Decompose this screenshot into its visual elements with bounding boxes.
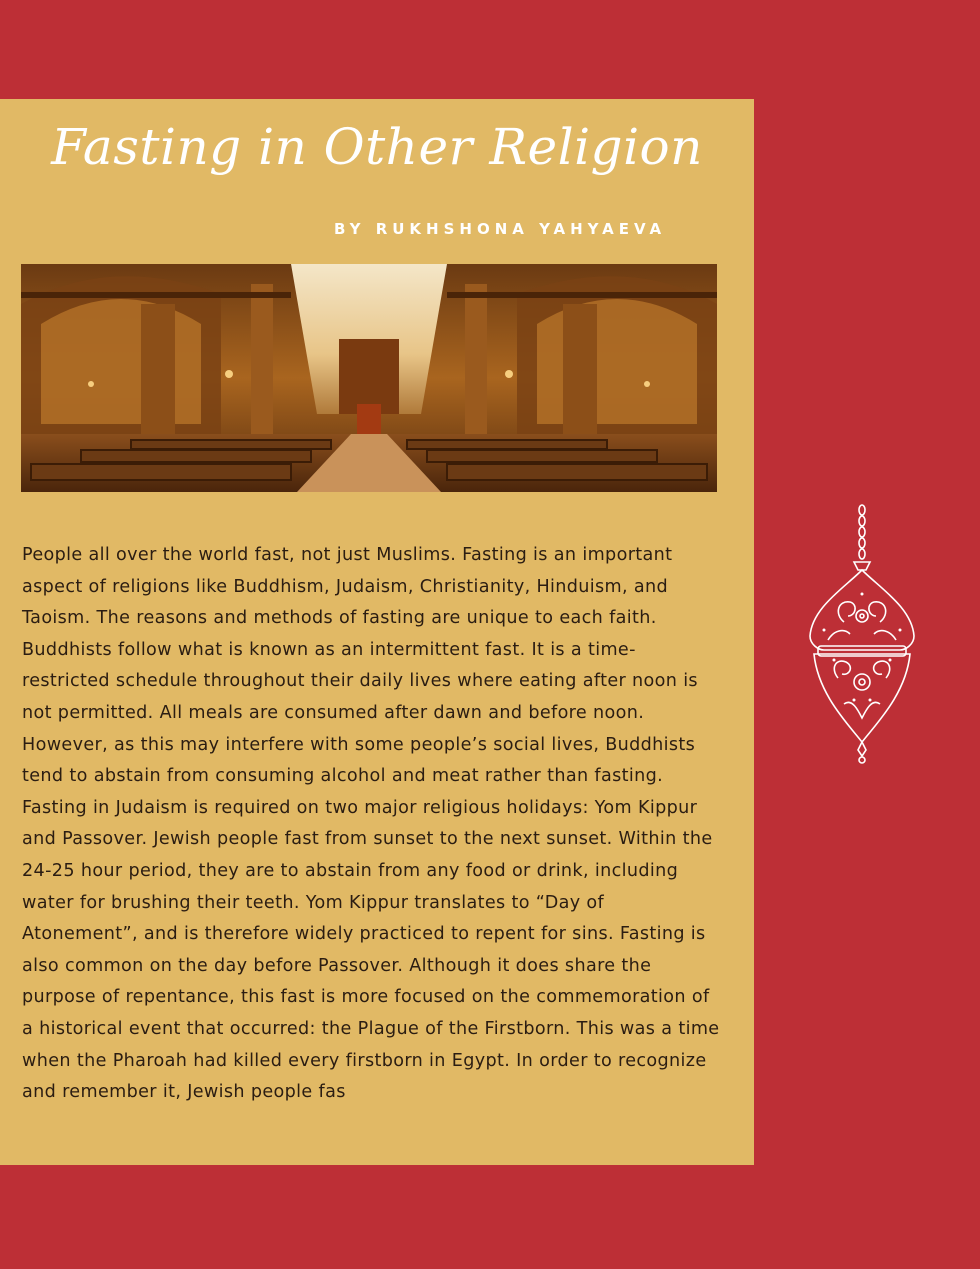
paragraph-buddhism: People all over the world fast, not just Muslims. Fasting is an important aspect of religions like Buddhism, Judaism, Christianity, Hinduism, and Taoism. The reasons and methods of fasting are unique to each faith. Buddhists follow what is known as an intermittent fast. It is a time-restricted schedule throughout their daily lives where eating after noon is not permitted. All meals are consumed after dawn and before noon. However, as this may interfere with some people’s social lives, Buddhists tend to abstain from consuming alcohol and meat rather than fasting. (22, 545, 698, 787)
lantern-icon (804, 504, 920, 766)
paragraph-judaism: Fasting in Judaism is required on two major religious holidays: Yom Kippur and Passover. Jewish people fast from sunset to the next sunset. Within the 24-25 hour period, they are to abstain from any food or drink, including water for brushing their teeth. Yom Kippur translates to “Day of Atonement”, and is therefore widely practiced to repent for sins. Fasting is also common on the day before Passover. Although it does share the purpose of repentance, this fast is more focused on the commemoration of a historical event that occurred: the Plague of the Firstborn. This was a time when the Pharoah had killed every firstborn in Egypt. In order to recognize and remember it, Jewish people fas (22, 797, 720, 1103)
article-byline: BY RUKHSHONA YAHYAEVA (334, 220, 667, 238)
article-title: Fasting in Other Religion (51, 118, 703, 176)
sanctuary-photo (21, 264, 717, 492)
article-body (22, 540, 722, 1109)
